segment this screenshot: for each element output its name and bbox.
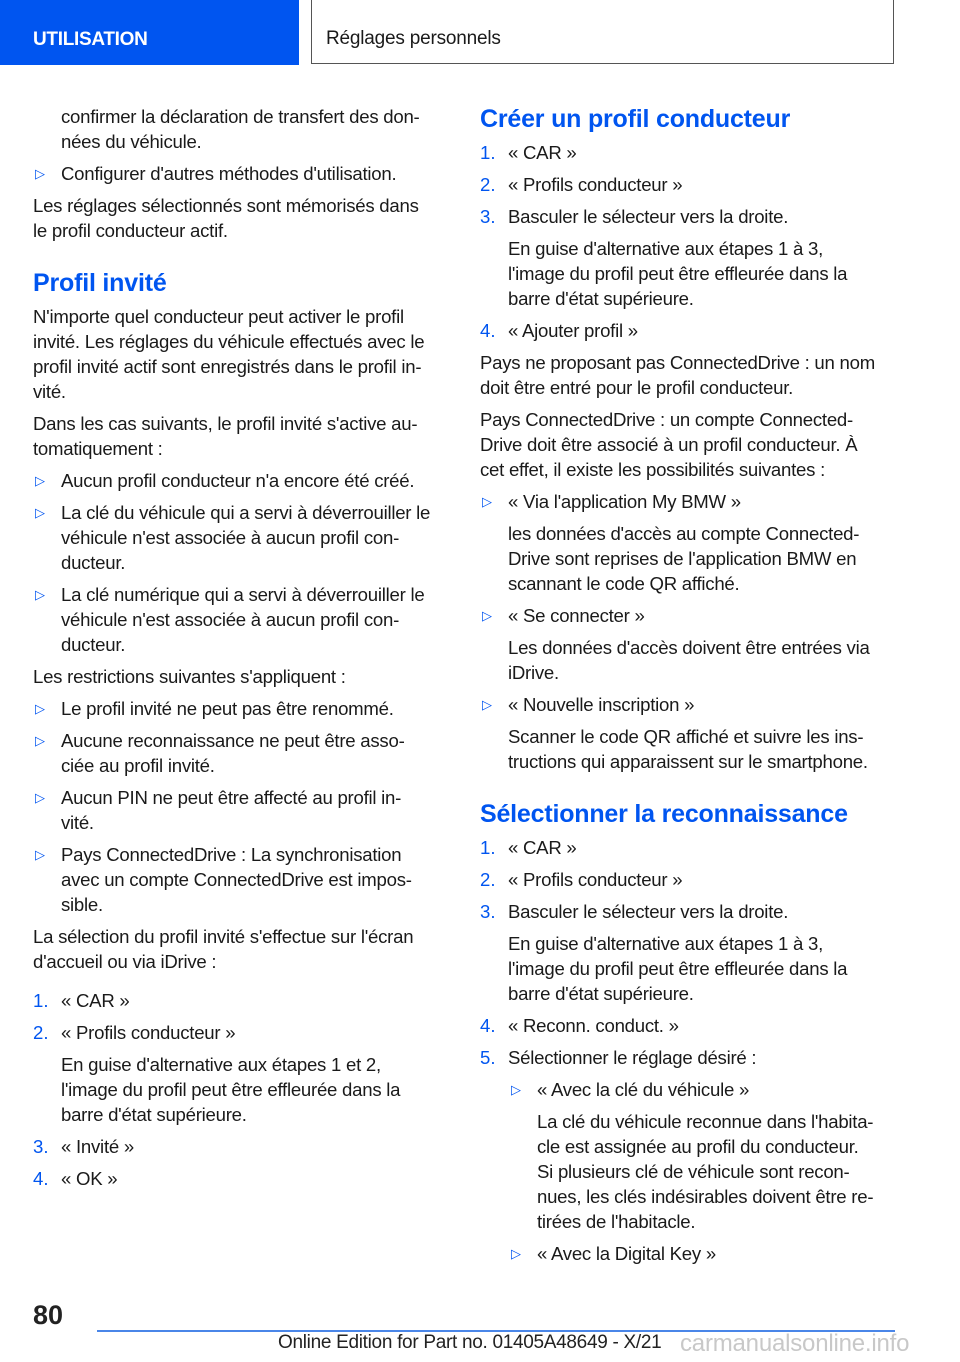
paragraph [33, 193, 448, 243]
text-line: Les réglages sélectionnés sont mémorisés dans [33, 195, 419, 216]
text-line: Scanner le code QR affiché et suivre les ins- [508, 726, 864, 747]
text-line: La clé du véhicule reconnue dans l'habita- [537, 1111, 874, 1132]
text-line: « Invité » [61, 1136, 134, 1157]
text-line: La clé numérique qui a servi à déverrouiller le [61, 584, 425, 605]
text-line: Dans les cas suivants, le profil invité s'active au- [33, 413, 418, 434]
chapter-header [311, 0, 894, 64]
paragraph [33, 924, 448, 974]
bullet-item [33, 500, 448, 575]
text-line: Les restrictions suivantes s'appliquent : [33, 666, 346, 687]
numbered-step [480, 172, 900, 197]
text-line: tirées de l'habitacle. [537, 1211, 696, 1232]
text-line: « CAR » [508, 837, 577, 858]
text-line: doit être entré pour le profil conducteur. [480, 377, 794, 398]
text-line: Profil invité [33, 269, 167, 297]
bullet-item [33, 696, 448, 721]
paragraph [33, 1052, 448, 1127]
text-line: « Profils conducteur » [508, 869, 683, 890]
text-line: l'image du profil peut être effleurée dans la [61, 1079, 401, 1100]
numbered-step [480, 318, 900, 343]
text-line: sible. [61, 894, 103, 915]
text-line: « Avec la Digital Key » [537, 1243, 716, 1264]
text-line: Configurer d'autres méthodes d'utilisation. [61, 163, 397, 184]
numbered-step [480, 140, 900, 165]
numbered-step [480, 835, 900, 860]
step-number: 3. [480, 901, 496, 922]
bullet-item [33, 582, 448, 657]
bullet-triangle-icon: ▷ [35, 733, 45, 748]
text-line: cle est assignée au profil du conducteur. [537, 1136, 859, 1157]
text-line: Pays ConnectedDrive : un compte Connected- [480, 409, 853, 430]
right-column [480, 104, 900, 1266]
text-line: « Avec la clé du véhicule » [537, 1079, 750, 1100]
paragraph [33, 664, 448, 689]
numbered-step [480, 1045, 900, 1070]
text-line: « OK » [61, 1168, 118, 1189]
text-line: La clé du véhicule qui a servi à déverrouiller le [61, 502, 431, 523]
bullet-item [480, 1077, 900, 1102]
step-number: 2. [33, 1022, 49, 1043]
bullet-triangle-icon: ▷ [511, 1082, 521, 1097]
text-line: vité. [61, 812, 94, 833]
text-line: profil invité actif sont enregistrés dans le profil in- [33, 356, 422, 377]
text-line: « Profils conducteur » [508, 174, 683, 195]
bullet-item [480, 1241, 900, 1266]
text-line: avec un compte ConnectedDrive est impos- [61, 869, 412, 890]
numbered-step [33, 988, 448, 1013]
text-line: iDrive. [508, 662, 559, 683]
text-line: Si plusieurs clé de véhicule sont recon- [537, 1161, 850, 1182]
step-number: 2. [480, 869, 496, 890]
text-line: tomatiquement : [33, 438, 163, 459]
bullet-item [480, 603, 900, 628]
text-line: véhicule n'est associée à aucun profil con- [61, 527, 400, 548]
numbered-step [480, 204, 900, 229]
text-line: Aucune reconnaissance ne peut être asso- [61, 730, 405, 751]
text-line: l'image du profil peut être effleurée dans la [508, 263, 848, 284]
text-line: N'importe quel conducteur peut activer le profil [33, 306, 404, 327]
step-number: 3. [480, 206, 496, 227]
text-line: Drive doit être associé à un profil conducteur. À [480, 434, 858, 455]
text-line: le profil conducteur actif. [33, 220, 228, 241]
text-line: Basculer le sélecteur vers la droite. [508, 206, 789, 227]
left-column [33, 104, 448, 1191]
paragraph [480, 931, 900, 1006]
text-line: La sélection du profil invité s'effectue sur l'écran [33, 926, 414, 947]
text-line: Créer un profil conducteur [480, 105, 791, 133]
section-heading [480, 799, 900, 829]
paragraph [480, 635, 900, 685]
bullet-triangle-icon: ▷ [482, 697, 492, 712]
text-line: « Reconn. conduct. » [508, 1015, 679, 1036]
paragraph [480, 407, 900, 482]
text-line: Pays ne proposant pas ConnectedDrive : un nom [480, 352, 875, 373]
bullet-item [33, 161, 448, 186]
text-line: « Profils conducteur » [61, 1022, 236, 1043]
text-line: « CAR » [61, 990, 130, 1011]
text-line: Sélectionner le réglage désiré : [508, 1047, 757, 1068]
paragraph [33, 304, 448, 404]
text-line: vité. [33, 381, 66, 402]
page-number: 80 [33, 1300, 64, 1330]
paragraph [480, 724, 900, 774]
text-line: barre d'état supérieure. [508, 983, 694, 1004]
text-line: « CAR » [508, 142, 577, 163]
bullet-item [33, 842, 448, 917]
text-line: « Via l'application My BMW » [508, 491, 741, 512]
chapter-title: Réglages personnels [326, 28, 501, 49]
paragraph [480, 236, 900, 311]
text-line: Pays ConnectedDrive : La synchronisation [61, 844, 402, 865]
bullet-triangle-icon: ▷ [482, 494, 492, 509]
text-line: « Nouvelle inscription » [508, 694, 695, 715]
text-line: cet effet, il existe les possibilités suivantes : [480, 459, 825, 480]
step-number: 1. [480, 142, 496, 163]
text-line: confirmer la déclaration de transfert des don- [61, 106, 420, 127]
bullet-triangle-icon: ▷ [35, 701, 45, 716]
bullet-triangle-icon: ▷ [35, 505, 45, 520]
numbered-step [33, 1166, 448, 1191]
text-line: barre d'état supérieure. [61, 1104, 247, 1125]
bullet-triangle-icon: ▷ [511, 1246, 521, 1261]
step-number: 4. [480, 320, 496, 341]
watermark: carmanualsonline.info [680, 1330, 910, 1357]
step-number: 4. [480, 1015, 496, 1036]
text-line: tructions qui apparaissent sur le smartphone. [508, 751, 868, 772]
text-line: « Se connecter » [508, 605, 645, 626]
section-label: UTILISATION [33, 29, 148, 50]
text-line: Drive sont reprises de l'application BMW en [508, 548, 857, 569]
text-line: nées du véhicule. [61, 131, 202, 152]
step-number: 4. [33, 1168, 49, 1189]
section-heading [480, 104, 900, 134]
bullet-item [480, 489, 900, 514]
text-line: En guise d'alternative aux étapes 1 à 3, [508, 933, 824, 954]
paragraph [33, 411, 448, 461]
text-line: les données d'accès au compte Connected- [508, 523, 860, 544]
text-line: ducteur. [61, 552, 126, 573]
numbered-step [33, 1134, 448, 1159]
footer-edition: Online Edition for Part no. 01405A48649 - X/21 [278, 1332, 662, 1353]
step-number: 1. [480, 837, 496, 858]
numbered-step [480, 1013, 900, 1038]
text-line: Sélectionner la reconnaissance [480, 800, 848, 828]
paragraph [480, 350, 900, 400]
bullet-triangle-icon: ▷ [482, 608, 492, 623]
numbered-step [480, 899, 900, 924]
text-line: invité. Les réglages du véhicule effectués avec le [33, 331, 425, 352]
text-line: « Ajouter profil » [508, 320, 638, 341]
step-number: 3. [33, 1136, 49, 1157]
step-number: 1. [33, 990, 49, 1011]
text-line: l'image du profil peut être effleurée dans la [508, 958, 848, 979]
bullet-triangle-icon: ▷ [35, 587, 45, 602]
section-tab [0, 0, 299, 65]
text-line: Basculer le sélecteur vers la droite. [508, 901, 789, 922]
bullet-item [33, 468, 448, 493]
bullet-triangle-icon: ▷ [35, 166, 45, 181]
text-line: véhicule n'est associée à aucun profil con- [61, 609, 400, 630]
text-line: scannant le code QR affiché. [508, 573, 740, 594]
text-line: En guise d'alternative aux étapes 1 à 3, [508, 238, 824, 259]
text-line: Les données d'accès doivent être entrées via [508, 637, 870, 658]
numbered-step [480, 867, 900, 892]
step-number: 5. [480, 1047, 496, 1068]
section-heading [33, 268, 448, 298]
text-line: ducteur. [61, 634, 126, 655]
text-line: En guise d'alternative aux étapes 1 et 2, [61, 1054, 381, 1075]
text-line: ciée au profil invité. [61, 755, 215, 776]
bullet-triangle-icon: ▷ [35, 473, 45, 488]
numbered-step [33, 1020, 448, 1045]
text-line: barre d'état supérieure. [508, 288, 694, 309]
step-number: 2. [480, 174, 496, 195]
bullet-item [33, 785, 448, 835]
text-line: Le profil invité ne peut pas être renommé. [61, 698, 394, 719]
paragraph [480, 1109, 900, 1234]
text-line: Aucun PIN ne peut être affecté au profil in- [61, 787, 402, 808]
text-line: d'accueil ou via iDrive : [33, 951, 217, 972]
paragraph [480, 521, 900, 596]
bullet-item [480, 692, 900, 717]
bullet-item [33, 728, 448, 778]
paragraph [33, 104, 448, 154]
text-line: nues, les clés indésirables doivent être re- [537, 1186, 874, 1207]
text-line: Aucun profil conducteur n'a encore été créé. [61, 470, 415, 491]
bullet-triangle-icon: ▷ [35, 847, 45, 862]
bullet-triangle-icon: ▷ [35, 790, 45, 805]
